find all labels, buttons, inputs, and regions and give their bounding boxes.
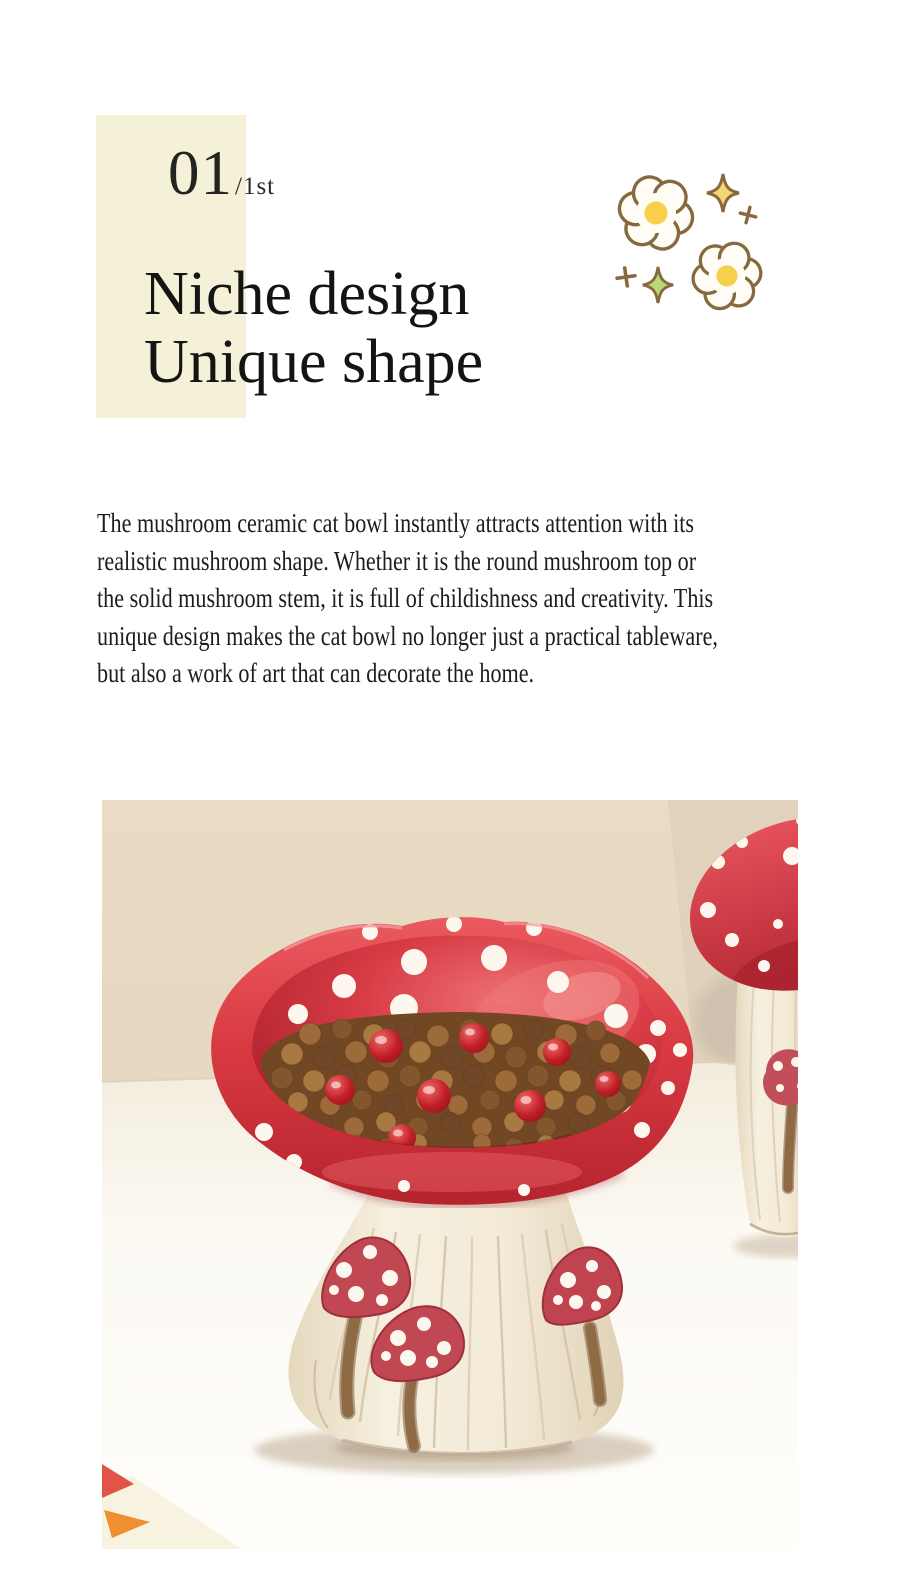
plus-icon — [616, 267, 636, 287]
sparkle-icon — [643, 267, 673, 303]
product-photo-illustration — [102, 800, 798, 1549]
product-photo — [102, 800, 798, 1549]
description-line-2: realistic mushroom shape. Whether it is the round mushroom top or — [97, 545, 697, 576]
section-number-suffix: /1st — [235, 173, 276, 200]
flower-icon — [689, 240, 765, 312]
description-line-3: the solid mushroom stem, it is full of childishness and creativity. This — [97, 583, 714, 613]
plus-icon — [738, 205, 757, 224]
description-line-1: The mushroom ceramic cat bowl instantly attracts attention with its — [97, 508, 695, 538]
flower-decoration — [600, 160, 770, 320]
description-line-4: unique design makes the cat bowl no longer just a practical tableware, — [97, 620, 718, 651]
flower-icon — [613, 172, 700, 254]
heading-line-2: Unique shape — [144, 328, 484, 396]
section-number — [168, 138, 276, 208]
page-title — [144, 260, 483, 396]
sparkle-icon — [707, 174, 739, 212]
section-number-value: 01 — [168, 138, 233, 208]
heading-line-1: Niche design — [144, 260, 470, 328]
description-line-5: but also a work of art that can decorate the home. — [97, 658, 535, 688]
product-description — [97, 505, 854, 693]
